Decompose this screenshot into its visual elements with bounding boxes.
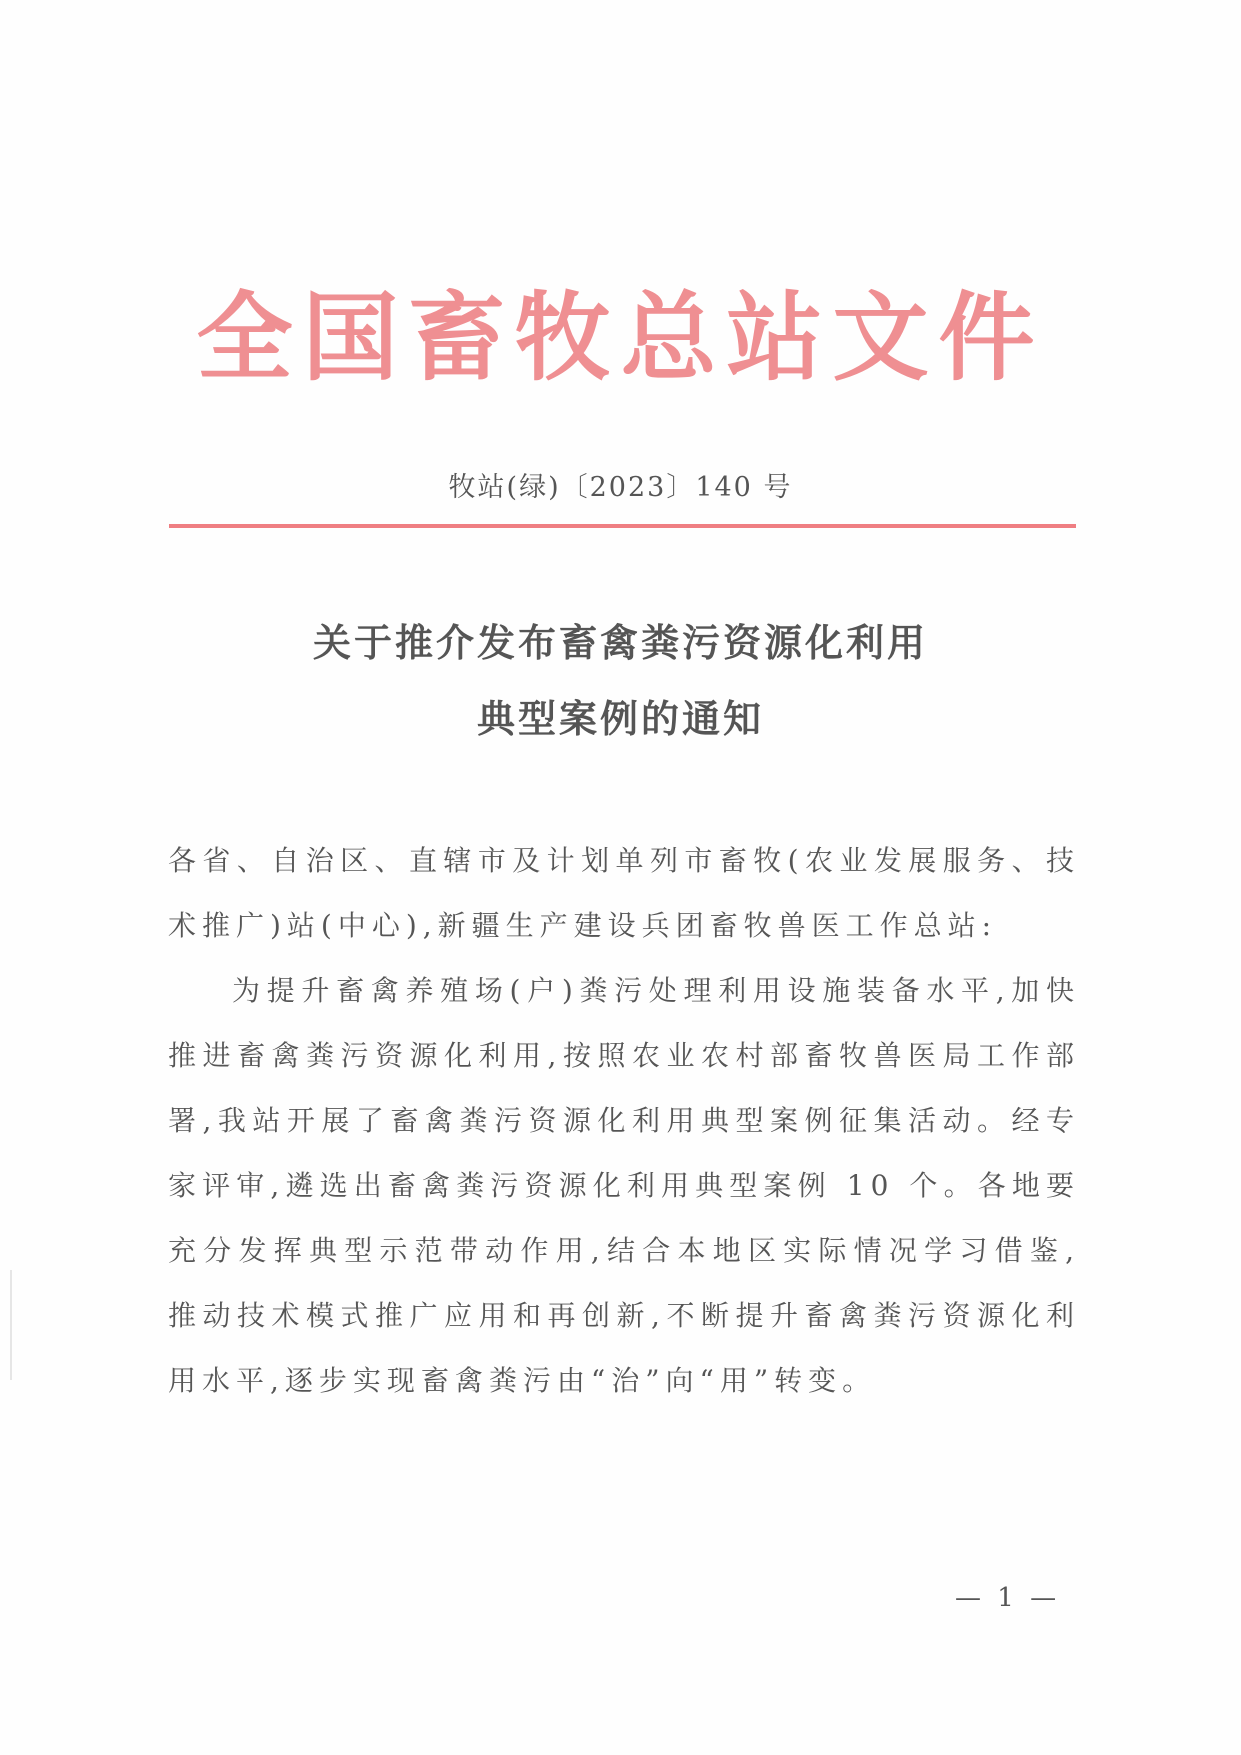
notice-title-line-2: 典型案例的通知 (476, 696, 764, 741)
notice-title-line-1: 关于推介发布畜禽粪污资源化利用 (312, 620, 928, 665)
body-paragraph: 为提升畜禽养殖场(户)粪污处理利用设施装备水平,加快推进畜禽粪污资源化利用,按照农业农村部畜牧兽医局工作部署,我站开展了畜禽粪污资源化利用典型案例征集活动。经专家评审,遴选出畜禽粪污资源化利用典型案例 10 个。各地要充分发挥典型示范带动作用,结合本地区实际情况学习借鉴,推动技术模式推广应用和再创新,不断提升畜禽粪污资源化利用水平,逐步实现畜禽粪污由“治”向“用”转变。 (168, 974, 1080, 1397)
scan-edge-mark (10, 1270, 12, 1380)
document-number: 牧站(绿)〔2023〕140 号 (448, 472, 793, 503)
masthead-title: 全国畜牧总站文件 (196, 281, 1045, 394)
red-divider-line (169, 524, 1076, 528)
page-number: — 1 — (955, 1583, 1061, 1613)
addressee-paragraph: 各省、自治区、直辖市及计划单列市畜牧(农业发展服务、技术推广)站(中心),新疆生产建设兵团畜牧兽医工作总站: (168, 844, 1080, 942)
notice-body (168, 828, 1080, 1413)
